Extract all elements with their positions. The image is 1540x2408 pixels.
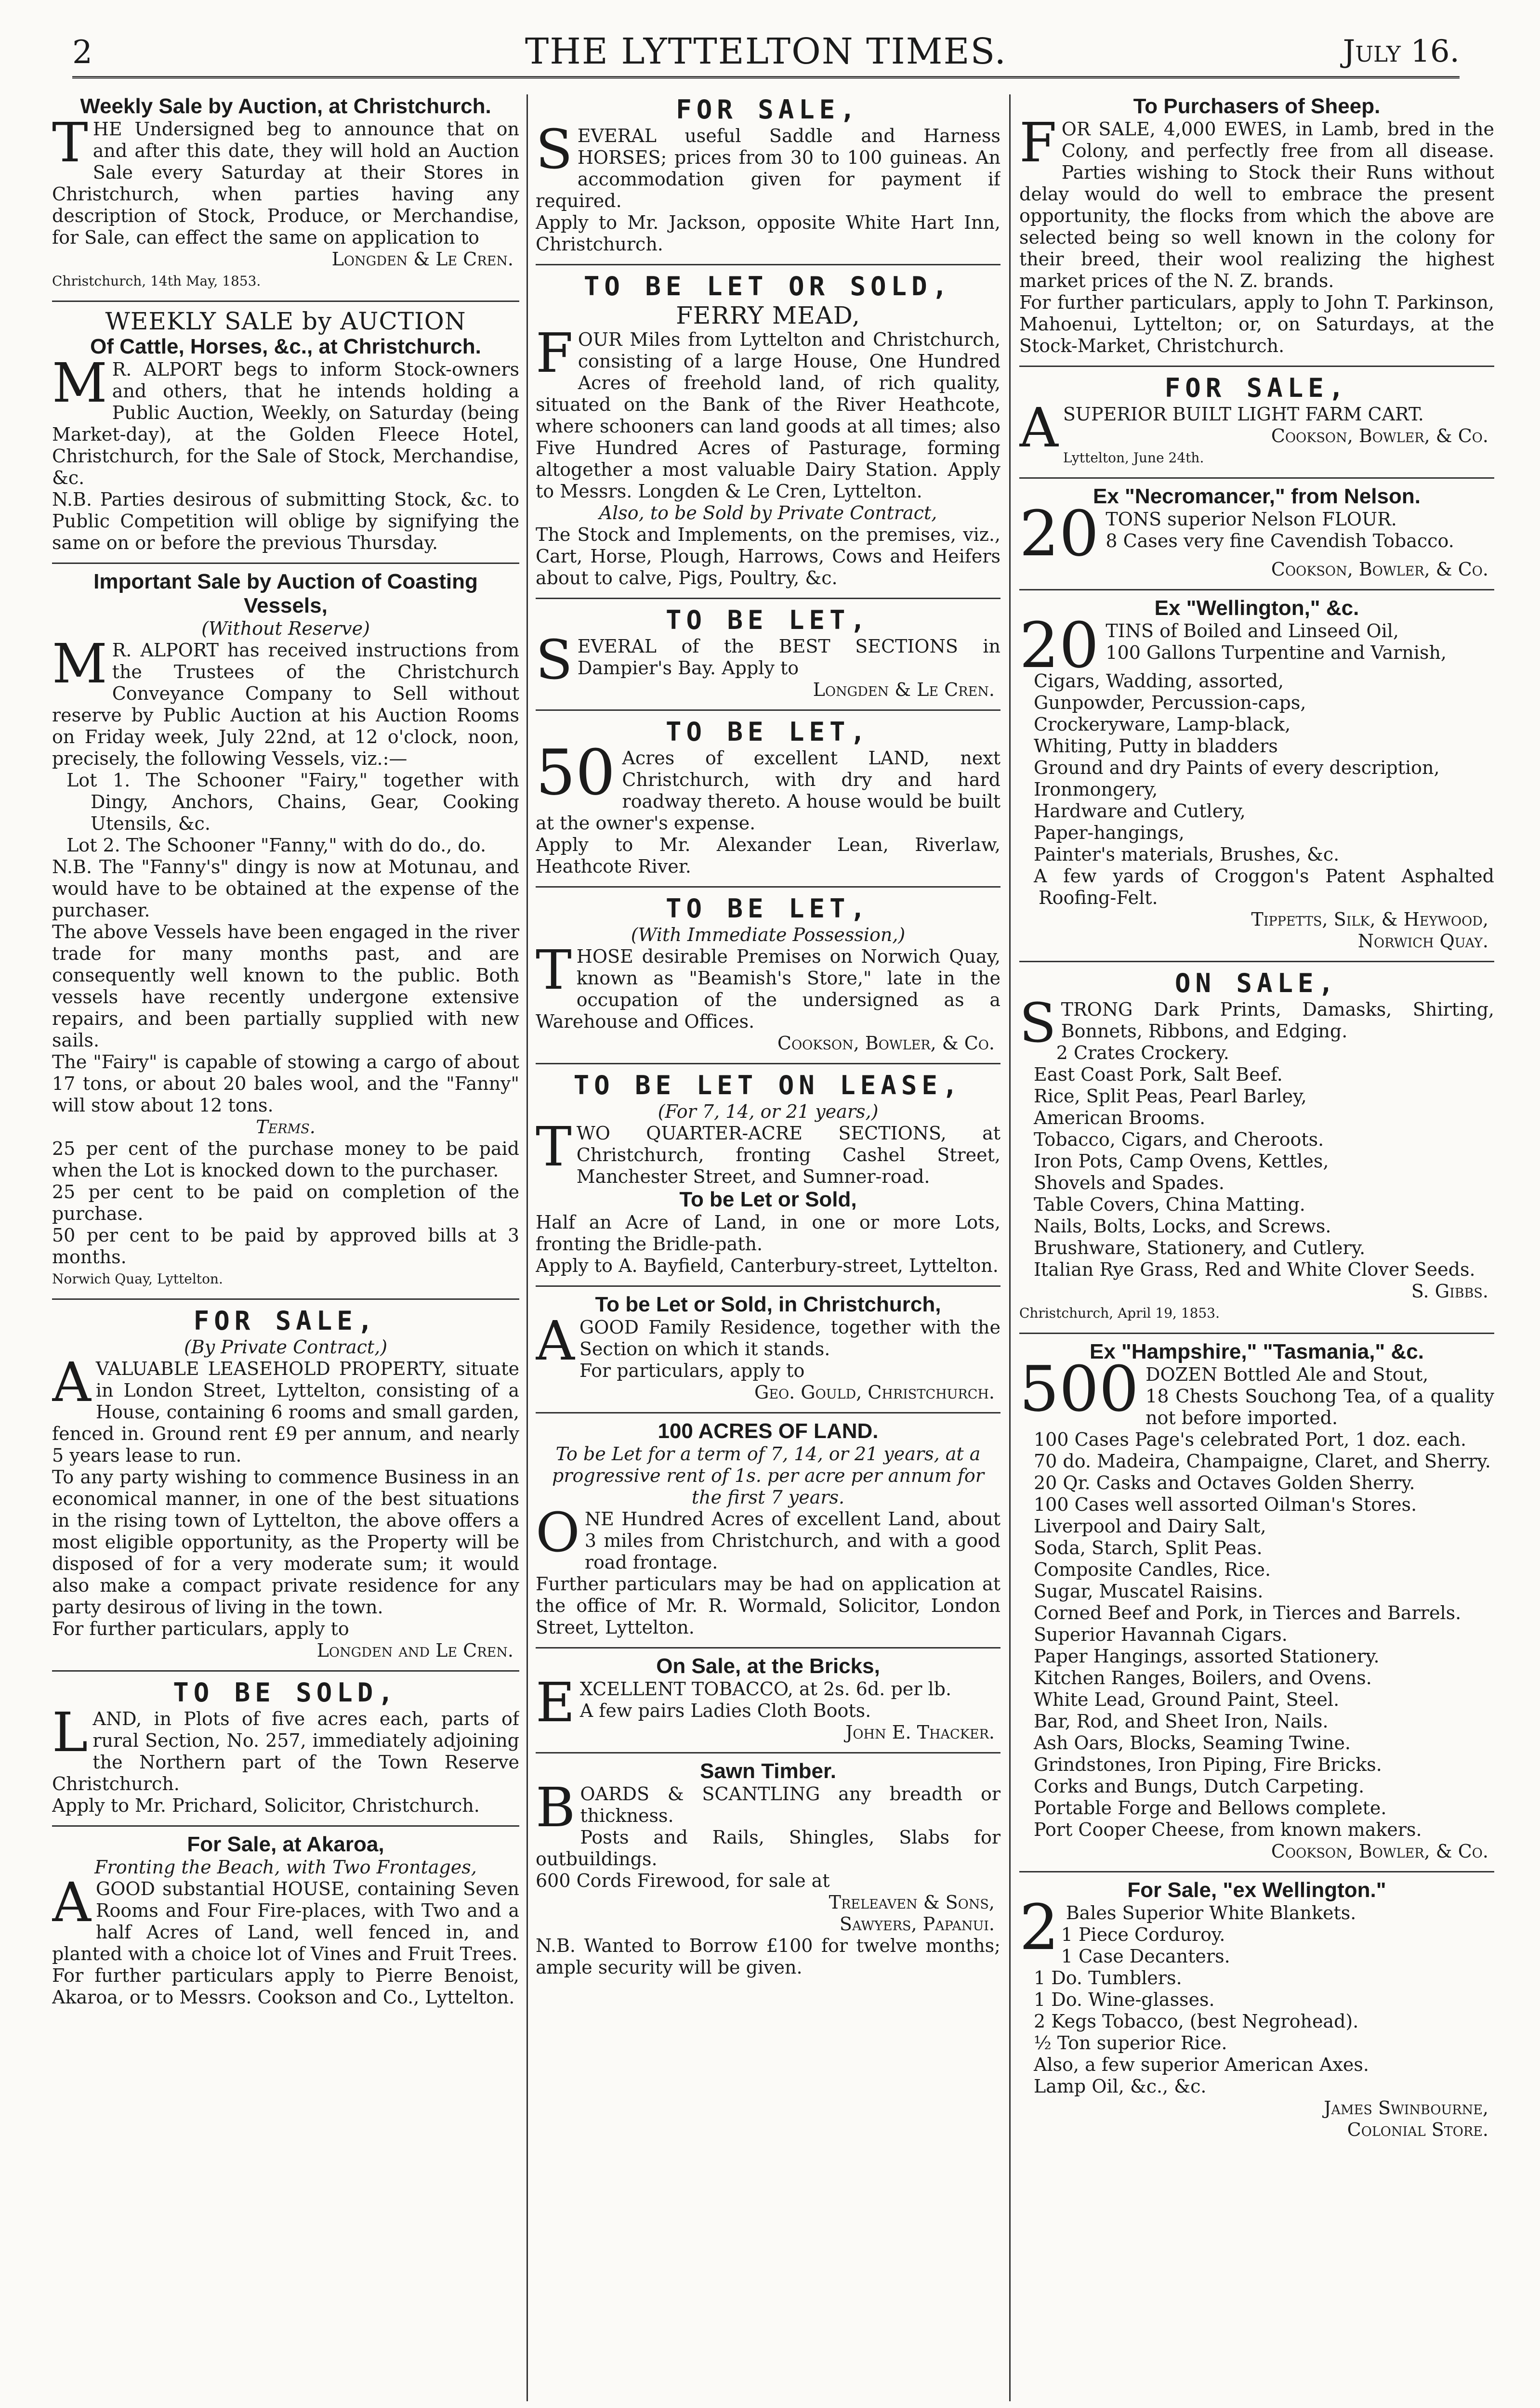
advert-paragraph: The "Fairy" is capable of stowing a cargo of about 17 tons, or about 20 bales wool, and the "Fanny" will stow about 12 tons. [52, 1051, 519, 1116]
goods-list-item: 20 Qr. Casks and Octaves Golden Sherry. [1034, 1472, 1415, 1493]
lot-item: Lot 2. The Schooner "Fanny," with do do., do. [66, 835, 487, 856]
advert-body: DOZEN Bottled Ale and Stout, [1145, 1364, 1429, 1385]
drop-cap: F [1019, 112, 1057, 174]
advert-paragraph: For particulars, apply to [579, 1360, 805, 1381]
advert-heading: WEEKLY SALE by AUCTION [105, 307, 466, 335]
advert-heading: Sawn Timber. [700, 1759, 836, 1783]
advertiser-signature: James Swinbourne, [1324, 2097, 1488, 2119]
large-numeral: 20 [1019, 497, 1099, 570]
terms-item: 50 per cent to be paid by approved bills at 3 months. [52, 1225, 519, 1268]
advert-subheading: Fronting the Beach, with Two Frontages, [94, 1857, 477, 1878]
advertiser-signature: Cookson, Bowler, & Co. [1271, 559, 1488, 580]
advert-divider [1019, 961, 1494, 962]
advertiser-signature: S. Gibbs. [1411, 1281, 1488, 1302]
goods-list-item: White Lead, Ground Paint, Steel. [1034, 1689, 1340, 1710]
column-1 [52, 94, 519, 2406]
advert-heading: TO BE SOLD, [173, 1677, 398, 1708]
goods-list-item: Ironmongery, [1034, 779, 1158, 800]
advert-beamish-store [536, 893, 1000, 1054]
advert-divider [1019, 477, 1494, 479]
goods-list-item: Paper Hangings, assorted Stationery. [1034, 1646, 1380, 1667]
goods-list-item: 2 Crates Crockery. [1056, 1042, 1229, 1063]
advert-divider [536, 1285, 1000, 1287]
advert-divider [52, 301, 519, 302]
goods-list [1019, 670, 1494, 909]
advertiser-signature: John E. Thacker. [845, 1722, 995, 1743]
goods-list-item: Port Cooper Cheese, from known makers. [1034, 1819, 1422, 1840]
advert-body: SUPERIOR BUILT LIGHT FARM CART. [1063, 404, 1424, 425]
drop-cap: M [52, 633, 107, 695]
goods-list-item: Also, a few superior American Axes. [1034, 2054, 1369, 2075]
advert-paragraph: Half an Acre of Land, in one or more Lots, fronting the Bridle-path. [536, 1212, 1000, 1255]
goods-list-item: Shovels and Spades. [1034, 1172, 1225, 1193]
advert-paragraph: For further particulars, apply to [52, 1618, 349, 1639]
page-number: 2 [72, 34, 92, 71]
goods-list-item: Painter's materials, Brushes, &c. [1034, 844, 1340, 865]
lot-item: Lot 1. The Schooner "Fairy," together with Dingy, Anchors, Chains, Gear, Cooking Utensils, &c. [66, 770, 519, 834]
goods-list-item: 70 do. Madeira, Champaigne, Claret, and Sherry. [1034, 1451, 1491, 1472]
advert-subheading: (With Immediate Possession,) [631, 924, 906, 945]
advert-on-sale-gibbs [1019, 968, 1494, 1324]
advert-heading: TO BE LET, [665, 893, 871, 924]
drop-cap: A [52, 1351, 91, 1414]
advert-divider [536, 1412, 1000, 1413]
goods-list-item: Italian Rye Grass, Red and White Clover Seeds. [1034, 1259, 1475, 1280]
goods-list-item: Portable Forge and Bellows complete. [1034, 1797, 1387, 1819]
drop-cap: E [536, 1672, 575, 1734]
advert-line: 100 Gallons Turpentine and Varnish, [1106, 642, 1447, 663]
advert-heading: For Sale, at Akaroa, [187, 1832, 384, 1856]
goods-list-item: Lamp Oil, &c., &c. [1034, 2076, 1207, 2097]
goods-list [1019, 1429, 1494, 1841]
advert-paragraph: The above Vessels have been engaged in the river trade for many months past, and are consequently well known to the public. Both vessels have recently undergone extensive repairs, and been partially supplied with new sails. [52, 921, 519, 1051]
advert-heading: ON SALE, [1174, 968, 1339, 998]
advert-heading: Ex "Wellington," &c. [1154, 596, 1359, 620]
advert-heading: FOR SALE, [193, 1306, 378, 1336]
advert-paragraph: Further particulars may be had on application at the office of Mr. R. Wormald, Solicitor, London Street, Lyttelton. [536, 1573, 1000, 1638]
advert-heading: Ex "Hampshire," "Tasmania," &c. [1090, 1340, 1424, 1363]
drop-cap: M [52, 352, 107, 415]
drop-cap: A [1019, 397, 1058, 459]
advert-divider [536, 1063, 1000, 1064]
goods-list-item: Sugar, Muscatel Raisins. [1034, 1581, 1264, 1602]
advert-divider [52, 1670, 519, 1672]
column-rule [526, 94, 528, 2401]
advert-subheading: Also, to be Sold by Private Contract, [599, 502, 937, 523]
advert-akaroa-house [52, 1832, 519, 2008]
advert-divider [536, 709, 1000, 711]
advert-divider [536, 1647, 1000, 1649]
advert-body: GOOD Family Residence, together with the Section on which it stands. [579, 1317, 1000, 1360]
advert-heading: TO BE LET, [665, 717, 871, 747]
advert-paragraph: Apply to Mr. Alexander Lean, Riverlaw, Heathcote River. [536, 834, 1000, 877]
goods-list-item: Paper-hangings, [1034, 822, 1185, 843]
advertiser-signature: Geo. Gould, Christchurch. [754, 1382, 995, 1403]
goods-list-item: Whiting, Putty in bladders [1034, 735, 1278, 757]
advert-paragraph: Apply to A. Bayfield, Canterbury-street, Lyttelton. [536, 1255, 999, 1276]
drop-cap: B [536, 1777, 576, 1839]
drop-cap: L [52, 1701, 88, 1764]
advert-heading: On Sale, at the Bricks, [656, 1654, 880, 1678]
large-numeral: 500 [1019, 1352, 1139, 1426]
advertiser-signature: Longden & Le Cren. [813, 679, 995, 700]
advert-fifty-acres [536, 717, 1000, 877]
advert-sawn-timber [536, 1759, 1000, 1978]
goods-list-item: 1 Do. Tumblers. [1034, 1967, 1182, 1989]
advert-heading: For Sale, "ex Wellington." [1127, 1878, 1386, 1902]
advert-body: GOOD substantial HOUSE, containing Seven Rooms and Four Fire-places, with Two and a half Acres of Land, well fenced in, and planted with a choice lot of Vines and Fruit Trees. [52, 1878, 519, 1964]
advert-body: VALUABLE LEASEHOLD PROPERTY, situate in London Street, Lyttelton, consisting of a House, containing 6 rooms and small garden, fenced in. Ground rent £9 per annum, and nearly 5 years lease to run. [52, 1358, 519, 1466]
advert-farm-cart [1019, 373, 1494, 469]
advert-body: TRONG Dark Prints, Damasks, Shirting, Bonnets, Ribbons, and Edging. [1061, 999, 1494, 1042]
advert-body: OARDS & SCANTLING any breadth or thickness. [580, 1783, 1000, 1826]
goods-list-item: Soda, Starch, Split Peas. [1034, 1537, 1263, 1558]
goods-list-item: Composite Candles, Rice. [1034, 1559, 1271, 1580]
goods-list-item: Corned Beef and Pork, in Tierces and Barrels. [1034, 1602, 1461, 1623]
goods-list-item: Grindstones, Iron Piping, Fire Bricks. [1034, 1754, 1382, 1775]
column-2 [536, 94, 1000, 2406]
advert-coasting-vessels [52, 570, 519, 1290]
advert-nelson-flour [1019, 484, 1494, 580]
advert-paragraph: For further particulars apply to Pierre Benoist, Akaroa, or to Messrs. Cookson and Co., Lyttelton. [52, 1965, 519, 2008]
advert-subheading: Of Cattle, Horses, &c., at Christchurch. [90, 335, 481, 358]
goods-list-item: 2 Kegs Tobacco, (best Negrohead). [1034, 2011, 1359, 2032]
advert-body: EVERAL of the BEST SECTIONS in Dampier's Bay. Apply to [577, 636, 1000, 679]
advertiser-signature: Treleaven & Sons, [829, 1892, 995, 1913]
advert-tobacco [536, 1654, 1000, 1743]
advert-divider [1019, 1333, 1494, 1334]
advertiser-signature: Cookson, Bowler, & Co. [1271, 1841, 1488, 1862]
drop-cap: F [536, 322, 573, 385]
advert-subheading: FERRY MEAD, [676, 301, 860, 329]
goods-list-item: Liverpool and Dairy Salt, [1034, 1516, 1266, 1537]
advert-body: R. ALPORT has received instructions from the Trustees of the Christchurch Conveyance Company to Sell without reserve by Public Auction at his Auction Rooms on Friday week, July 22nd, at 12 o'clock, noon, precisely, the following Vessels, viz.:— [52, 640, 519, 769]
advert-subheading: To be Let for a term of 7, 14, or 21 years, at a progressive rent of 1s. per acre per annum for the first 7 years. [552, 1443, 984, 1508]
drop-cap: A [536, 1310, 575, 1373]
advert-best-sections [536, 605, 1000, 701]
goods-list-item: 100 Cases Page's celebrated Port, 1 doz. each. [1034, 1429, 1467, 1450]
advert-blankets [1019, 1878, 1494, 2141]
advert-note: N.B. Wanted to Borrow £100 for twelve months; ample security will be given. [536, 1935, 1000, 1978]
advert-divider [1019, 366, 1494, 367]
column-3 [1019, 94, 1494, 2406]
advert-body: OUR Miles from Lyttelton and Christchurch, consisting of a large House, One Hundred Acres of freehold land, of rich quality, situated on the Bank of the River Heathcote, where schooners can land goods at all times; also Five Hundred Acres of Pasturage, forming altogether a most valuable Dairy Station. Apply to Messrs. Longden & Le Cren, Lyttelton. [536, 329, 1000, 502]
advert-paragraph: Posts and Rails, Shingles, Slabs for outbuildings. [536, 1827, 1000, 1870]
goods-list-item: Iron Pots, Camp Ovens, Kettles, [1034, 1151, 1329, 1172]
advert-body: HOSE desirable Premises on Norwich Quay, known as "Beamish's Store," late in the occupation of the undersigned as a Warehouse and Offices. [536, 946, 1000, 1032]
drop-cap: T [536, 1116, 572, 1178]
advert-subheading: (Without Reserve) [201, 618, 370, 639]
goods-list-item: Brushware, Stationery, and Cutlery. [1034, 1237, 1366, 1258]
advert-divider [536, 886, 1000, 888]
advert-divider [536, 264, 1000, 265]
drop-cap: T [536, 939, 572, 1002]
drop-cap: S [1019, 992, 1056, 1055]
goods-list-item: Corks and Bungs, Dutch Carpeting. [1034, 1776, 1365, 1797]
goods-list-item: Bar, Rod, and Sheet Iron, Nails. [1034, 1711, 1329, 1732]
advertiser-signature: Cookson, Bowler, & Co. [1271, 425, 1488, 446]
goods-list-item: Crockeryware, Lamp-black, [1034, 714, 1291, 735]
advertiser-address: Colonial Store. [1347, 2119, 1488, 2140]
advert-body: TINS of Boiled and Linseed Oil, [1106, 620, 1399, 641]
goods-list-item: Tobacco, Cigars, and Cheroots. [1034, 1129, 1324, 1150]
newspaper-title: THE LYTTELTON TIMES. [525, 31, 1007, 72]
large-numeral: 2 [1019, 1891, 1059, 1964]
advertiser-signature: Cookson, Bowler, & Co. [777, 1033, 995, 1054]
advertiser-address: Norwich Quay. [1357, 930, 1488, 952]
goods-list-item: 1 Case Decanters. [1061, 1946, 1230, 1967]
advert-line: 18 Chests Souchong Tea, of a quality not before imported. [1145, 1386, 1494, 1428]
masthead [72, 28, 1460, 79]
advert-date: Christchurch, 14th May, 1853. [52, 273, 261, 289]
advertiser-signature: Longden and Le Cren. [316, 1640, 513, 1661]
advert-body: NE Hundred Acres of excellent Land, about 3 miles from Christchurch, and with a good road frontage. [584, 1508, 1000, 1573]
advert-family-residence [536, 1293, 1000, 1403]
goods-list-item: A few yards of Croggon's Patent Asphalted Roofing-Felt. [1034, 865, 1494, 908]
advert-body: TONS superior Nelson FLOUR. [1106, 509, 1397, 530]
advert-body: HE Undersigned beg to announce that on and after this date, they will hold an Auction Sale every Saturday at their Stores in Christchurch, when parties having any description of Stock, Produce, or Merchandise, for Sale, can effect the same on application to [52, 118, 519, 248]
drop-cap: O [536, 1502, 580, 1564]
advert-divider [1019, 1871, 1494, 1872]
advert-ewes [1019, 94, 1494, 357]
advert-divider [52, 1825, 519, 1827]
goods-list-item: Rice, Split Peas, Pearl Barley, [1034, 1086, 1307, 1107]
advert-paragraph: 600 Cords Firewood, for sale at [536, 1870, 830, 1891]
advert-heading: FOR SALE, [676, 94, 860, 125]
drop-cap: T [52, 112, 88, 174]
advert-heading: 100 ACRES OF LAND. [658, 1419, 879, 1443]
advert-leasehold-property [52, 1306, 519, 1662]
goods-list-item: 100 Cases well assorted Oilman's Stores. [1034, 1494, 1417, 1515]
advert-divider [536, 598, 1000, 599]
advert-body: WO QUARTER-ACRE SECTIONS, at Christchurch, fronting Cashel Street, Manchester Street, and Sumner-road. [576, 1123, 1000, 1187]
advertiser-signature: Tippetts, Silk, & Heywood, [1251, 909, 1488, 930]
advert-heading: TO BE LET ON LEASE, [573, 1070, 963, 1100]
terms-item: 25 per cent to be paid on completion of the purchase. [52, 1181, 519, 1224]
advert-body: R. ALPORT begs to inform Stock-owners and others, that he intends holding a Public Auction, Weekly, on Saturday (being Market-day), at the Golden Fleece Hotel, Christchurch, for the Sale of Stock, Merchandise, &c. [52, 359, 519, 488]
advert-divider [52, 563, 519, 564]
advert-date: Lyttelton, June 24th. [1063, 450, 1204, 466]
advert-body: Acres of excellent LAND, next Christchurch, with dry and hard roadway thereto. A house would be built at the owner's expense. [536, 747, 1000, 834]
advert-body: OR SALE, 4,000 EWES, in Lamb, bred in the Colony, and perfectly free from all disease. Parties wishing to Stock their Runs without delay would do well to embrace the present opportunity, the flocks from which the above are selected being so well known in the colony for their breed, their wool realizing the highest market prices of the N. Z. brands. [1019, 118, 1494, 291]
advert-heading: Ex "Necromancer," from Nelson. [1093, 484, 1421, 508]
advert-note: N.B. The "Fanny's" dingy is now at Motunau, and would have to be obtained at the expense of the purchaser. [52, 856, 519, 921]
advertiser-address: Sawyers, Papanui. [839, 1913, 995, 1935]
advert-heading: To be Let or Sold, in Christchurch, [595, 1293, 941, 1316]
advert-line: 8 Cases very fine Cavendish Tobacco. [1106, 530, 1454, 551]
terms-heading: Terms. [256, 1116, 316, 1138]
goods-list-item: 1 Piece Corduroy. [1061, 1924, 1225, 1945]
advert-note: N.B. Parties desirous of submitting Stock, &c. to Public Competition will oblige by signifying the same on or before the previous Thursday. [52, 489, 519, 553]
advert-horses [536, 94, 1000, 255]
advert-heading: Weekly Sale by Auction, at Christchurch. [80, 94, 491, 118]
goods-list-item: Gunpowder, Percussion-caps, [1034, 692, 1306, 713]
advert-heading: Important Sale by Auction of Coasting Vessels, [93, 570, 478, 617]
advert-subheading: (For 7, 14, or 21 years,) [658, 1101, 879, 1122]
advert-body: Bales Superior White Blankets. [1066, 1902, 1356, 1924]
advert-date: Christchurch, April 19, 1853. [1019, 1305, 1220, 1321]
goods-list-item: Superior Havannah Cigars. [1034, 1624, 1288, 1645]
goods-list-item: American Brooms. [1034, 1107, 1206, 1128]
goods-list-item: 1 Do. Wine-glasses. [1034, 1989, 1215, 2010]
advert-body: XCELLENT TOBACCO, at 2s. 6d. per lb. [579, 1678, 952, 1700]
goods-list-item: Hardware and Cutlery, [1034, 800, 1246, 822]
advert-divider [1019, 589, 1494, 590]
advert-subheading: (By Private Contract,) [184, 1336, 388, 1358]
advertiser-signature: Longden & Le Cren. [331, 249, 513, 270]
advert-body: AND, in Plots of five acres each, parts of rural Section, No. 257, immediately adjoining the Northern part of the Town Reserve Christchurch. [52, 1708, 519, 1794]
goods-list-item: East Coast Pork, Salt Beef. [1034, 1064, 1283, 1085]
goods-list-item: Table Covers, China Matting. [1034, 1194, 1305, 1215]
advert-paragraph: The Stock and Implements, on the premises, viz., Cart, Horse, Plough, Harrows, Cows and Heifers about to calve, Pigs, Poultry, &c. [536, 524, 1000, 589]
advert-heading: TO BE LET OR SOLD, [583, 271, 953, 301]
advert-land-plots [52, 1677, 519, 1817]
goods-list [1019, 1042, 1494, 1281]
advert-weekly-sale [52, 94, 519, 292]
advert-paragraph: To any party wishing to commence Business in an economical manner, in one of the best situations in the rising town of Lyttelton, the above offers a most eligible opportunity, as the Property will be disposed of for a very moderate sum; it would also make a compact private residence for any party desirous of living in the town. [52, 1466, 519, 1618]
advert-divider [52, 1298, 519, 1300]
advert-subheading: To be Let or Sold, [679, 1188, 857, 1211]
advert-paragraph: For further particulars, apply to John T. Parkinson, Mahoenui, Lyttelton; or, on Saturdays, at the Stock-Market, Christchurch. [1019, 292, 1494, 356]
column-rule [1009, 94, 1011, 2401]
advert-heading: FOR SALE, [1164, 373, 1349, 403]
drop-cap: S [536, 118, 573, 181]
advert-weekly-auction [52, 308, 519, 554]
advert-oils-hardware [1019, 596, 1494, 952]
advert-heading: To Purchasers of Sheep. [1133, 94, 1381, 118]
advert-ferry-mead [536, 271, 1000, 589]
advert-ale-stout [1019, 1340, 1494, 1862]
advert-divider [536, 1752, 1000, 1754]
goods-list-item: Ground and dry Paints of every description, [1034, 757, 1440, 778]
issue-date: July 16. [1343, 34, 1460, 69]
advert-quarter-acre [536, 1070, 1000, 1277]
advert-body: EVERAL useful Saddle and Harness HORSES; prices from 30 to 100 guineas. An accommodation given for payment if required. [536, 125, 1000, 211]
drop-cap: A [52, 1871, 91, 1934]
advert-location: Norwich Quay, Lyttelton. [52, 1271, 223, 1287]
advert-paragraph: Apply to Mr. Prichard, Solicitor, Christchurch. [52, 1795, 480, 1816]
advert-heading: TO BE LET, [665, 605, 871, 635]
large-numeral: 50 [536, 736, 616, 809]
advert-paragraph: A few pairs Ladies Cloth Boots. [579, 1700, 871, 1721]
terms-item: 25 per cent of the purchase money to be paid when the Lot is knocked down to the purchaser. [52, 1138, 519, 1181]
advert-hundred-acres [536, 1419, 1000, 1638]
goods-list-item: Ash Oars, Blocks, Seaming Twine. [1034, 1732, 1351, 1754]
drop-cap: S [536, 629, 573, 692]
goods-list-item: ½ Ton superior Rice. [1034, 2032, 1227, 2054]
large-numeral: 20 [1019, 609, 1099, 682]
advert-paragraph: Apply to Mr. Jackson, opposite White Hart Inn, Christchurch. [536, 212, 1000, 255]
goods-list-item: Nails, Bolts, Locks, and Screws. [1034, 1216, 1331, 1237]
goods-list [1019, 1924, 1494, 2097]
goods-list-item: Cigars, Wadding, assorted, [1034, 670, 1284, 692]
goods-list-item: Kitchen Ranges, Boilers, and Ovens. [1034, 1667, 1372, 1688]
